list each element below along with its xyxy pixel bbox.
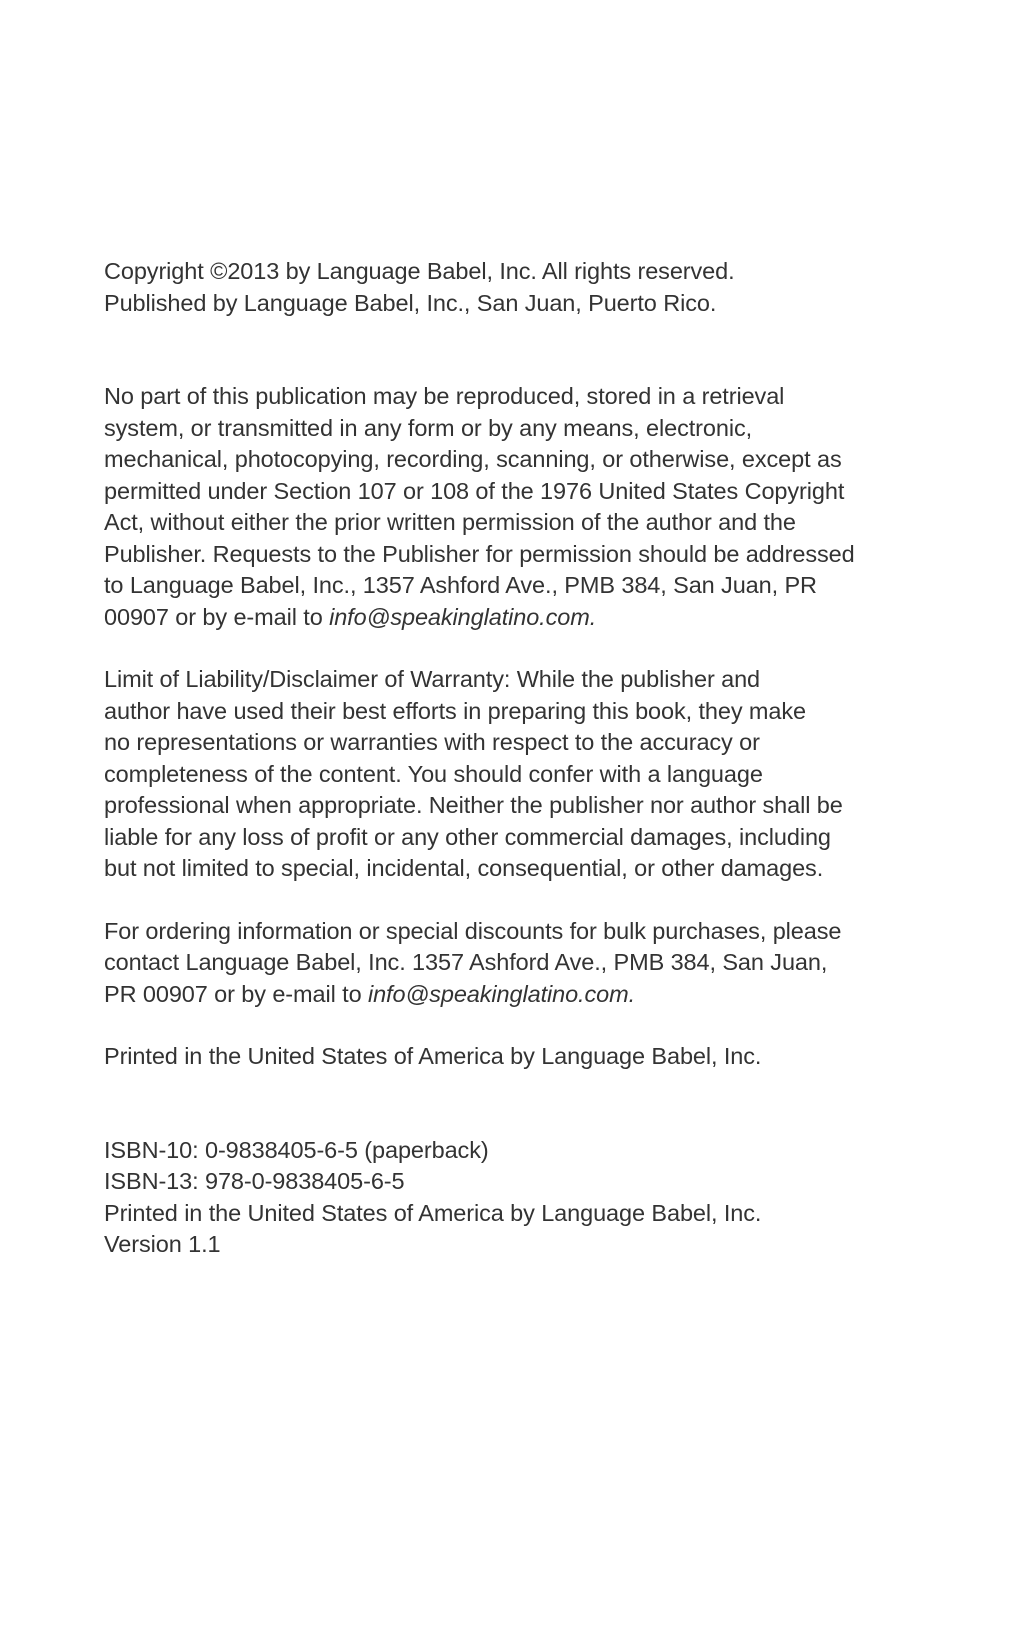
disclaimer-line: professional when appropriate. Neither the publisher nor author shall be [104, 792, 843, 818]
ordering-paragraph [104, 916, 964, 1011]
permissions-line: Publisher. Requests to the Publisher for permission should be addressed [104, 540, 855, 567]
disclaimer-line: but not limited to special, incidental, consequential, or other damages. [104, 855, 824, 881]
disclaimer-paragraph [104, 664, 964, 885]
publisher-line: Published by Language Babel, Inc., San Juan, Puerto Rico. [104, 289, 717, 316]
copyright-notice [104, 256, 964, 319]
disclaimer-line: completeness of the content. You should confer with a language [104, 760, 763, 787]
isbn-10: ISBN-10: 0-9838405-6-5 (paperback) [104, 1136, 489, 1163]
ordering-line-last [104, 979, 964, 1011]
ordering-prefix: PR 00907 or by e-mail to [104, 980, 368, 1007]
permissions-paragraph [104, 381, 964, 633]
permissions-line: mechanical, photocopying, recording, scanning, or otherwise, except as [104, 446, 842, 472]
ordering-line: For ordering information or special discounts for bulk purchases, please [104, 917, 842, 944]
isbn-block [104, 1135, 964, 1261]
disclaimer-line: Limit of Liability/Disclaimer of Warranty: While the publisher and [104, 666, 761, 692]
disclaimer-line: liable for any loss of profit or any other commercial damages, including [104, 823, 831, 850]
disclaimer-line: no representations or warranties with respect to the accuracy or [104, 729, 760, 755]
permissions-line: system, or transmitted in any form or by any means, electronic, [104, 414, 753, 441]
permissions-line-last [104, 602, 964, 634]
ordering-email-link[interactable]: info@speakinglatino.com. [367, 980, 636, 1007]
printed-paragraph [104, 1041, 964, 1073]
permissions-line: Act, without either the prior written permission of the author and the [104, 509, 796, 535]
isbn-printed-line: Printed in the United States of America by Language Babel, Inc. [104, 1199, 762, 1226]
isbn-13: ISBN-13: 978-0-9838405-6-5 [104, 1168, 405, 1194]
ordering-line: contact Language Babel, Inc. 1357 Ashford Ave., PMB 384, San Juan, [104, 949, 828, 975]
version-line: Version 1.1 [104, 1231, 221, 1257]
printed-line: Printed in the United States of America by Language Babel, Inc. [104, 1043, 762, 1069]
permissions-line: permitted under Section 107 or 108 of the 1976 United States Copyright [104, 477, 845, 504]
permissions-line: No part of this publication may be reproduced, stored in a retrieval [104, 383, 785, 409]
copyright-line: Copyright ©2013 by Language Babel, Inc. All rights reserved. [104, 258, 735, 284]
disclaimer-line: author have used their best efforts in preparing this book, they make [104, 697, 807, 724]
permissions-email-link[interactable]: info@speakinglatino.com. [329, 603, 597, 630]
permissions-line: to Language Babel, Inc., 1357 Ashford Ave., PMB 384, San Juan, PR [104, 572, 817, 598]
copyright-page [104, 256, 964, 1261]
permissions-prefix: 00907 or by e-mail to [104, 603, 330, 630]
